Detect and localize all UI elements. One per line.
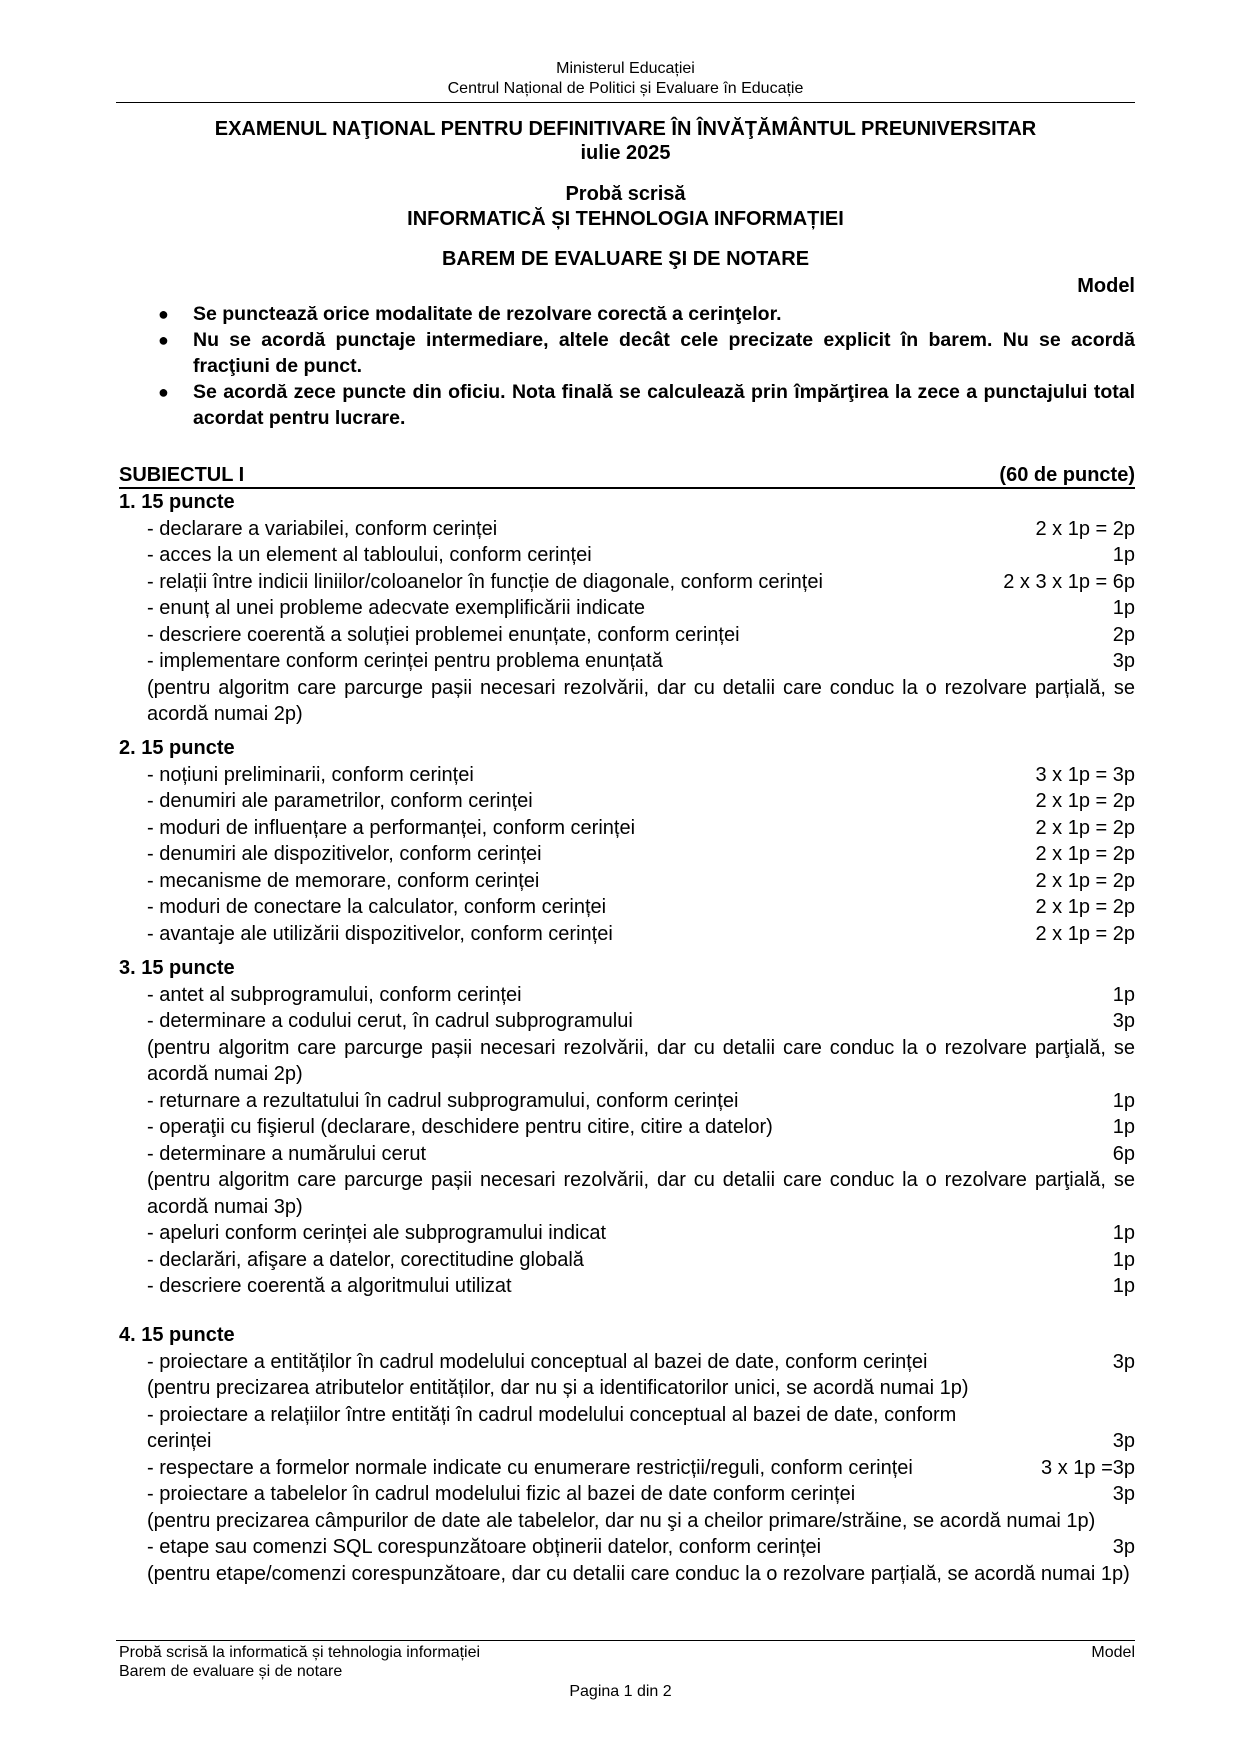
criterion-row: - respectare a formelor normale indicate cu enumerare restricții/reguli, conform cerinței 3 x 1p =3p [147, 1456, 1135, 1479]
section-title: 1. 15 puncte [119, 491, 235, 513]
criterion-row: - implementare conform cerinței pentru problema enunțată 3p [147, 650, 1135, 672]
barem-title: BAREM DE EVALUARE ŞI DE NOTARE [441, 248, 810, 270]
footer-barem-name: Barem de evaluare și de notare [119, 1663, 343, 1680]
exam-type: Probă scrisă [565, 183, 686, 205]
subject-points: (60 de puncte) [999, 464, 1135, 486]
section-3 [119, 955, 1135, 1300]
section-4 [119, 1322, 1135, 1587]
criterion-row: - avantaje ale utilizării dispozitivelor, conform cerinței 2 x 1p = 2p [147, 922, 1135, 945]
criterion-note: (pentru algoritm care parcurge pașii necesari rezolvării, dar cu detalii care conduc la o rezolvare parţială, se acordă numai 3p) [147, 1169, 1135, 1218]
criterion-row: - declarare a variabilei, conform cerinței 2 x 1p = 2p [147, 517, 1135, 540]
criterion-row: - declarări, afişare a datelor, corectitudine globală 1p [147, 1248, 1135, 1271]
footer-model-label: Model [1091, 1644, 1135, 1661]
criterion-row: - enunț al unei probleme adecvate exemplificării indicate 1p [147, 597, 1135, 619]
section-title: 3. 15 puncte [119, 957, 235, 979]
criterion-row: cerinței 3p [147, 1430, 1135, 1452]
header-divider [116, 102, 1135, 103]
bullet-icon: ● [158, 382, 169, 402]
criterion-row: - operaţii cu fişierul (declarare, deschidere pentru citire, citire a datelor) 1p [147, 1116, 1135, 1138]
criterion-row: - returnare a rezultatului în cadrul subprogramului, conform cerinței 1p [147, 1089, 1135, 1112]
criterion-row: - denumiri ale dispozitivelor, conform cerinței 2 x 1p = 2p [147, 843, 1135, 865]
section-title: 2. 15 puncte [119, 737, 235, 759]
criterion-row: - noțiuni preliminarii, conform cerinței 3 x 1p = 3p [147, 763, 1135, 786]
instruction-item: ● Se punctează orice modalitate de rezolvare corectă a cerinţelor. [158, 303, 782, 325]
ministry-name: Ministerul Educației [556, 60, 695, 77]
criterion-row-text: - proiectare a relațiilor între entități în cadrul modelului conceptual al bazei de date, conform [147, 1403, 957, 1426]
criterion-row: - antet al subprogramului, conform cerinței 1p [147, 983, 1135, 1006]
criterion-row: - descriere coerentă a algoritmului utilizat 1p [147, 1275, 1135, 1297]
criterion-note: (pentru etape/comenzi corespunzătoare, dar cu detalii care conduc la o rezolvare parțială, se acordă numai 1p) [147, 1562, 1130, 1585]
criterion-row: - relații între indicii liniilor/coloanelor în funcție de diagonale, conform cerinței 2 x 3 x 1p = 6p [147, 570, 1135, 593]
instructions-list [155, 301, 1135, 431]
criterion-row: - determinare a codului cerut, în cadrul subprogramului 3p [147, 1010, 1135, 1032]
criterion-note: (pentru precizarea câmpurilor de date ale tabelelor, dar nu şi a cheilor primare/străine, se acordă numai 1p) [147, 1509, 1096, 1532]
subject-name: SUBIECTUL I [119, 464, 245, 486]
exam-date: iulie 2025 [580, 142, 671, 164]
criterion-row: - apeluri conform cerinței ale subprogramului indicat 1p [147, 1222, 1135, 1244]
criterion-row: - descriere coerentă a soluției problemei enunțate, conform cerinței 2p [147, 623, 1135, 646]
subject-heading [119, 463, 1135, 489]
footer-exam-name: Probă scrisă la informatică și tehnologia informației [119, 1644, 481, 1661]
criterion-row: - denumiri ale parametrilor, conform cerinței 2 x 1p = 2p [147, 790, 1135, 812]
footer-divider [116, 1640, 1135, 1641]
criterion-row: - moduri de conectare la calculator, conform cerinței 2 x 1p = 2p [147, 896, 1135, 918]
criterion-note: (pentru algoritm care parcurge pașii necesari rezolvării, dar cu detalii care conduc la o rezolvare parțială, se acordă numai 2p) [147, 676, 1135, 725]
footer [119, 1643, 1135, 1681]
criterion-row: - acces la un element al tabloului, conform cerinței 1p [147, 544, 1135, 566]
section-2 [119, 735, 1135, 947]
instruction-item: ● Nu se acordă punctaje intermediare, altele decât cele precizate explicit în barem. Nu se acordă fracţiuni de punct. [158, 329, 1135, 377]
exam-subject: INFORMATICĂ ȘI TEHNOLOGIA INFORMAȚIEI [407, 208, 844, 230]
criterion-row: - mecanisme de memorare, conform cerinței 2 x 1p = 2p [147, 869, 1135, 892]
criterion-note: (pentru precizarea atributelor entităților, dar nu și a identificatorilor unici, se acordă numai 1p) [147, 1377, 969, 1399]
center-name: Centrul Național de Politici și Evaluare în Educație [447, 80, 804, 97]
model-label: Model [1077, 275, 1135, 297]
exam-title: EXAMENUL NAŢIONAL PENTRU DEFINITIVARE ÎN ÎNVĂŢĂMÂNTUL PREUNIVERSITAR [214, 118, 1037, 140]
criterion-row: - proiectare a entităților în cadrul modelului conceptual al bazei de date, conform cerinței 3p [147, 1350, 1135, 1373]
bullet-icon: ● [158, 304, 169, 324]
criterion-row: - proiectare a tabelelor în cadrul modelului fizic al bazei de date conform cerinței 3p [147, 1483, 1135, 1505]
page-number: Pagina 1 din 2 [569, 1683, 672, 1700]
criterion-note: (pentru algoritm care parcurge pașii necesari rezolvării, dar cu detalii care conduc la o rezolvare parţială, se acordă numai 2p) [147, 1036, 1135, 1085]
criterion-row: - moduri de influențare a performanței, conform cerinței 2 x 1p = 2p [147, 816, 1135, 839]
criterion-row: - determinare a numărului cerut 6p [147, 1142, 1135, 1165]
bullet-icon: ● [158, 330, 169, 350]
instruction-item: ● Se acordă zece puncte din oficiu. Nota finală se calculează prin împărţirea la zece a punctajului total acordat pentru lucrare. [158, 381, 1135, 429]
criterion-row: - etape sau comenzi SQL corespunzătoare obținerii datelor, conform cerinței 3p [147, 1536, 1135, 1558]
section-title: 4. 15 puncte [119, 1324, 235, 1346]
section-1 [119, 489, 1135, 728]
